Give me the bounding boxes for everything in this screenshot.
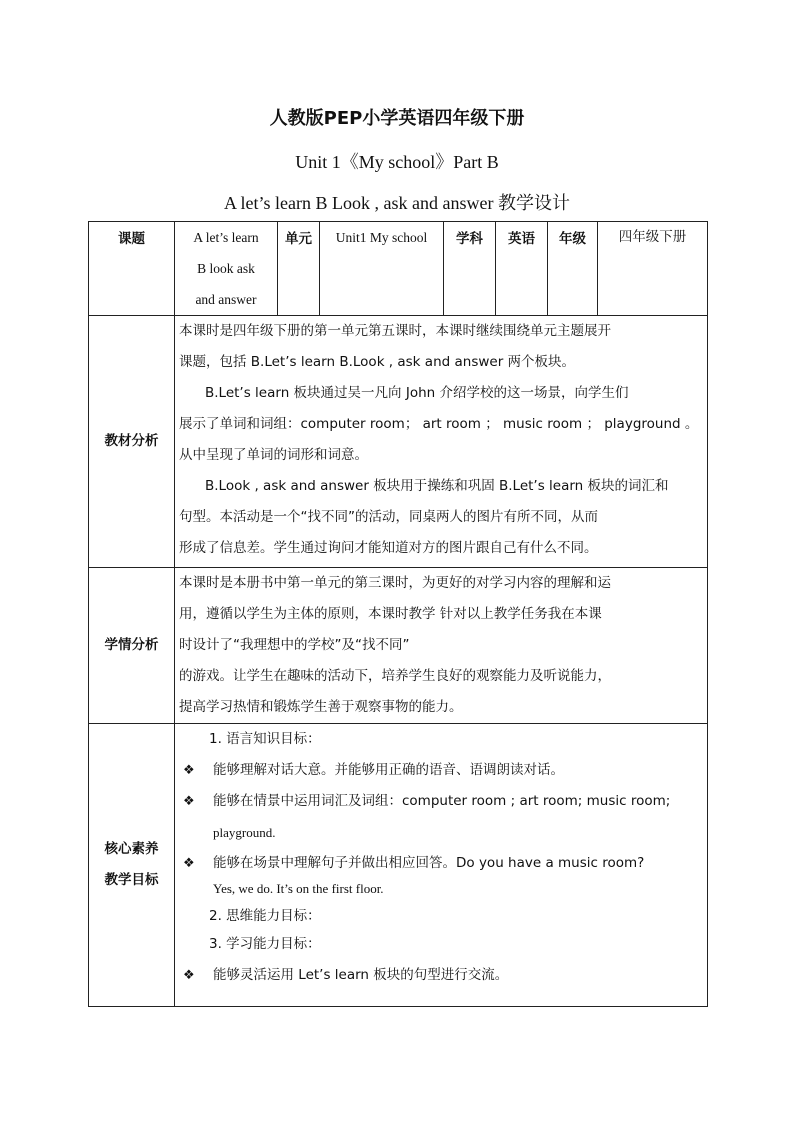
topic-value-line: A let’s learn	[193, 230, 259, 245]
goal-bullet: ❖ 能够灵活运用 Let’s learn 板块的句型进行交流。	[179, 960, 701, 991]
goal-bullet-continued: Yes, we do. It’s on the first floor.	[213, 881, 384, 896]
text-line: 句型。本活动是一个“找不同”的活动，同桌两人的图片有所不同，从而	[179, 509, 598, 525]
text-line: 的游戏。让学生在趣味的活动下，培养学生良好的观察能力及听说能力，	[179, 668, 611, 684]
grade-value: 四年级下册	[598, 222, 708, 316]
learner-analysis-content	[175, 568, 708, 724]
core-goals-row	[89, 724, 708, 1007]
four-diamond-bullet-icon: ❖	[183, 763, 195, 778]
topic-value-line: B look ask	[197, 261, 255, 276]
doc-title-line3: A let’s learn B Look , ask and answer 教学设计	[224, 193, 570, 213]
text-line: 用，遵循以学生为主体的原则，本课时教学 针对以上教学任务我在本课	[179, 606, 602, 622]
text-line: 提高学习热情和锻炼学生善于观察事物的能力。	[179, 699, 463, 715]
subject-value: 英语	[496, 222, 548, 316]
goal-bullet: ❖ 能够在场景中理解句子并做出相应回答。Do you have a music room?	[179, 848, 701, 879]
lesson-plan-table	[88, 221, 708, 1007]
text-line: B.Let’s learn 板块通过吴一凡向 John 介绍学校的这一场景，向学生们	[205, 385, 629, 401]
learner-analysis-row	[89, 568, 708, 724]
text-line: 本课时是本册书中第一单元的第三课时，为更好的对学习内容的理解和运	[179, 575, 611, 591]
unit-value: Unit1 My school	[320, 222, 444, 316]
goal-heading: 1. 语言知识目标：	[209, 731, 321, 747]
goal-bullet: ❖ 能够理解对话大意。并能够用正确的语音、语调朗读对话。	[179, 755, 701, 786]
text-line: 形成了信息差。学生通过询问才能知道对方的图片跟自己有什么不同。	[179, 540, 598, 556]
core-goals-content	[175, 724, 708, 1007]
text-line: 时设计了“我理想中的学校”及“找不同”	[179, 637, 410, 653]
textbook-analysis-content	[175, 316, 708, 568]
grade-label: 年级	[548, 222, 598, 316]
text-line: B.Look , ask and answer 板块用于操练和巩固 B.Let’s learn 板块的词汇和	[205, 478, 669, 494]
four-diamond-bullet-icon: ❖	[183, 968, 195, 983]
doc-title-line2: Unit 1《My school》Part B	[295, 152, 499, 172]
doc-title-line1: 人教版PEP小学英语四年级下册	[269, 108, 525, 129]
text-line: 展示了单词和词组：computer room； art room ； music room ； playground 。	[179, 416, 699, 432]
core-goals-label-line: 教学目标	[104, 872, 159, 888]
text-line: 从中呈现了单词的词形和词意。	[179, 447, 368, 463]
four-diamond-bullet-icon: ❖	[183, 794, 195, 809]
learner-analysis-label: 学情分析	[89, 568, 175, 724]
unit-label: 单元	[278, 222, 320, 316]
topic-label: 课题	[89, 222, 175, 316]
subject-label: 学科	[444, 222, 496, 316]
textbook-analysis-row	[89, 316, 708, 568]
core-goals-label-line: 核心素养	[104, 841, 159, 857]
goal-heading: 2. 思维能力目标：	[209, 908, 321, 924]
four-diamond-bullet-icon: ❖	[183, 856, 195, 871]
goal-bullet-continued: playground.	[213, 825, 276, 840]
core-goals-label	[89, 724, 175, 1007]
header-row	[89, 222, 708, 316]
text-line: 本课时是四年级下册的第一单元第五课时，本课时继续围绕单元主题展开	[179, 323, 611, 339]
textbook-analysis-label: 教材分析	[89, 316, 175, 568]
text-line: 课题，包括 B.Let’s learn B.Look , ask and answer 两个板块。	[179, 354, 576, 370]
topic-value-line: and answer	[195, 292, 257, 307]
goal-bullet: ❖ 能够在情景中运用词汇及词组：computer room ; art room; music room;	[179, 786, 701, 817]
topic-value	[175, 222, 278, 316]
goal-heading: 3. 学习能力目标：	[209, 936, 321, 952]
